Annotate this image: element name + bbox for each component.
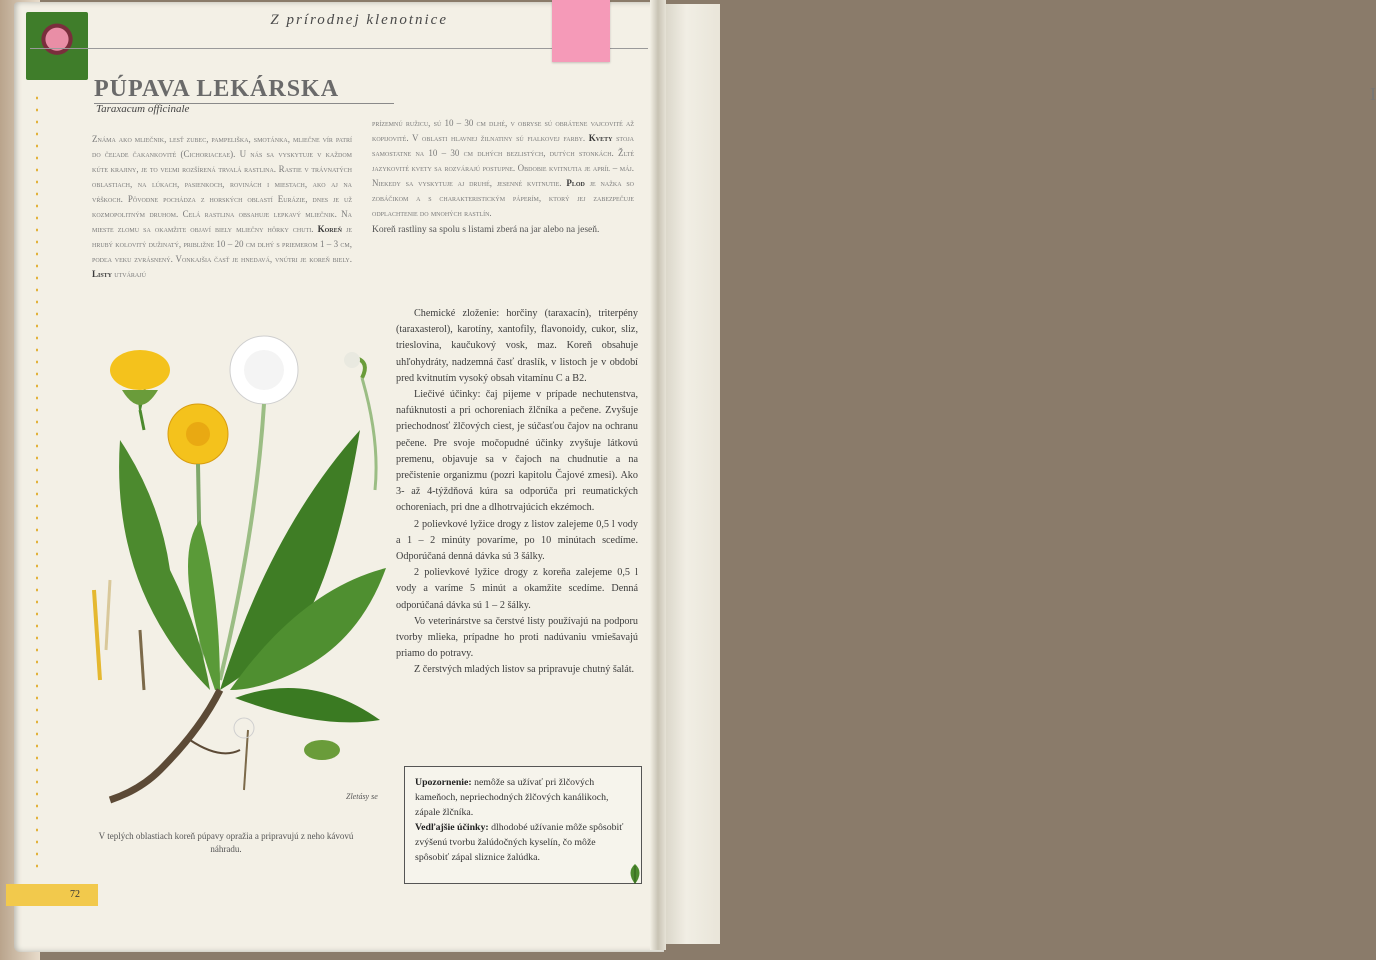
paragraph-effects: Liečivé účinky: čaj pijeme v prípade nechutenstva, nafúknutosti a pri ochoreniach žlčníka a pečene. Zvyšuje priechodnosť žlčových ciest, je súčasťou čajov na ochranu pečene. Pre svoje močopudné účinky zvyšuje látkovú premenu, objavuje sa v čajoch na chudnutie a na prečistenie organizmu (pozri kapitolu Čajové zmesi). Ako 3- až 4-týždňová kúra sa odporúča pri reumatických ochoreniach, pri dne a dlhotrvajúcich ekzémoch. — [396, 389, 638, 514]
closed-bud — [344, 352, 365, 378]
harvest-note: Koreň rastliny sa spolu s listami zberá na jar alebo na jeseň. — [372, 225, 600, 235]
intro-text: Známa ako mliečnik, lesť zubec, pampeliška, smotánka, mliečne vír patrí do čeľade čakankovité (Cichoriaceae). U nás sa vyskytuje v každom kúte krajiny, je to veľmi rozšírená trvalá rastlina. Rastie v trávnatých oblastiach, na lúkach, pasienkoch, rovinách i miestach, ako aj na vŕškoch. Pôvodne pochádza z horských oblastí Eurázie, dnes je už kozmopolitným druhom. — [92, 134, 352, 219]
illustration-caption: V teplých oblastiach koreň púpavy opražia a pripravujú z neho kávovú náhradu. — [98, 831, 354, 854]
warning-label: Upozornenie: — [415, 777, 472, 788]
koren-label: Koreň — [317, 224, 342, 234]
listy-continued: prízemnú ružicu, sú 10 – 30 cm dlhé, v obryse sú obrátene vajcovité až kopijovité. V oblasti hlavnej žilnatiny sú fialkovej farby. — [372, 118, 634, 143]
leaf-icon — [624, 862, 646, 886]
kvety-text: stoja samostatne na 10 – 30 cm dlhých bezlistých, dutých stonkách. Žlté jazykovité kvety sa rozvárajú postupne. Obdobie kvitnutia je apríl – máj. Niekedy sa vyskytuje aj druhé, jesenné kvitnutie. — [372, 133, 634, 188]
listy-label: Listy — [92, 269, 113, 279]
intro-text-2: Celá rastlina obsahuje lepkavý mliečnik. Na mieste zlomu sa okamžite objaví biely mliečny hôrky chuti. — [92, 209, 353, 234]
warning-box — [404, 766, 642, 884]
right-page — [664, 4, 1376, 944]
paragraph-veterinary: Vo veterinárstve sa čerstvé listy používajú na podporu tvorby mlieka, prípadne ho proti nadúvaniu vmiešavajú priamo do potravy. — [396, 615, 638, 660]
side-effects-label: Vedľajšie účinky: — [415, 822, 489, 833]
paragraph-leaf-dose: 2 polievkové lyžice drogy z listov zalejeme 0,5 l vody a 1 – 2 minúty povaríme, po 10 minútach scedíme. Odporúčaná denná dávka sú 3 šálky. — [396, 518, 638, 563]
flower-top-left — [110, 350, 170, 430]
latin-name: Taraxacum officinale — [96, 103, 190, 115]
page-number: 72 — [70, 889, 80, 900]
dotted-margin — [36, 92, 38, 872]
header-title: Z prírodnej klenotnice — [270, 12, 448, 28]
plod-text: je nažka so zobáčikom a s charakteristickým páperím, ktorý jej zabezpečuje odplachtenie do mnohých rastlín. — [372, 178, 635, 218]
sticky-note — [552, 0, 610, 62]
paragraph-root-dose: 2 polievkové lyžice drogy z koreňa zalejeme 0,5 l vody a varíme 5 minút a okamžite scedíme. Denná odporúčaná dávka sú 1 – 2 šálky. — [396, 567, 638, 611]
main-text — [396, 306, 638, 679]
page-number-band — [6, 884, 98, 906]
side-effects-text: dlhodobé užívanie môže spôsobiť zvýšenú tvorbu žalúdočných kyselín, čo môže spôsobiť zápal sliznice žalúdka. — [415, 822, 624, 863]
book-gutter — [650, 0, 666, 950]
plod-label: Plod — [566, 178, 585, 188]
dandelion-illustration — [70, 330, 400, 810]
paragraph-salad: Z čerstvých mladých listov sa pripravuje chutný šalát. — [414, 664, 635, 676]
article-title: PÚPAVA LEKÁRSKA — [94, 76, 340, 102]
seed-head — [230, 336, 298, 404]
right-page-letter: I — [1370, 84, 1376, 104]
koren-text: je hrubý kolovitý dužinatý, približne 10 – 20 cm dlhý s priemerom 1 – 3 cm, podľa veku zvrásnený. Vonkajšia časť je hnedavá, vnútri je koreň biely. — [92, 224, 352, 264]
flower-middle — [168, 404, 228, 464]
paragraph-chemical: Chemické zloženie: horčiny (taraxacín), triterpény (taraxasterol), karotíny, xantofily, flavonoidy, cukor, sliz, trieslovina, kaučukový vosk, maz. Koreň obsahuje uhľohydráty, nadzemná časť draslík, v listoch je v období pred kvitnutím vysoký obsah vitamínu C a B2. — [396, 308, 638, 384]
illustrator-signature: Zletásy se — [346, 792, 378, 801]
intro-column-left — [92, 132, 352, 282]
warning-text: nemôže sa užívať pri žlčových kameňoch, nepriechodných žlčových kanálikoch, zápale žlčníka. — [415, 777, 609, 818]
intro-column-right — [372, 116, 634, 238]
kvety-label: Kvety — [588, 133, 613, 143]
listy-text: utvárajú — [114, 269, 146, 279]
